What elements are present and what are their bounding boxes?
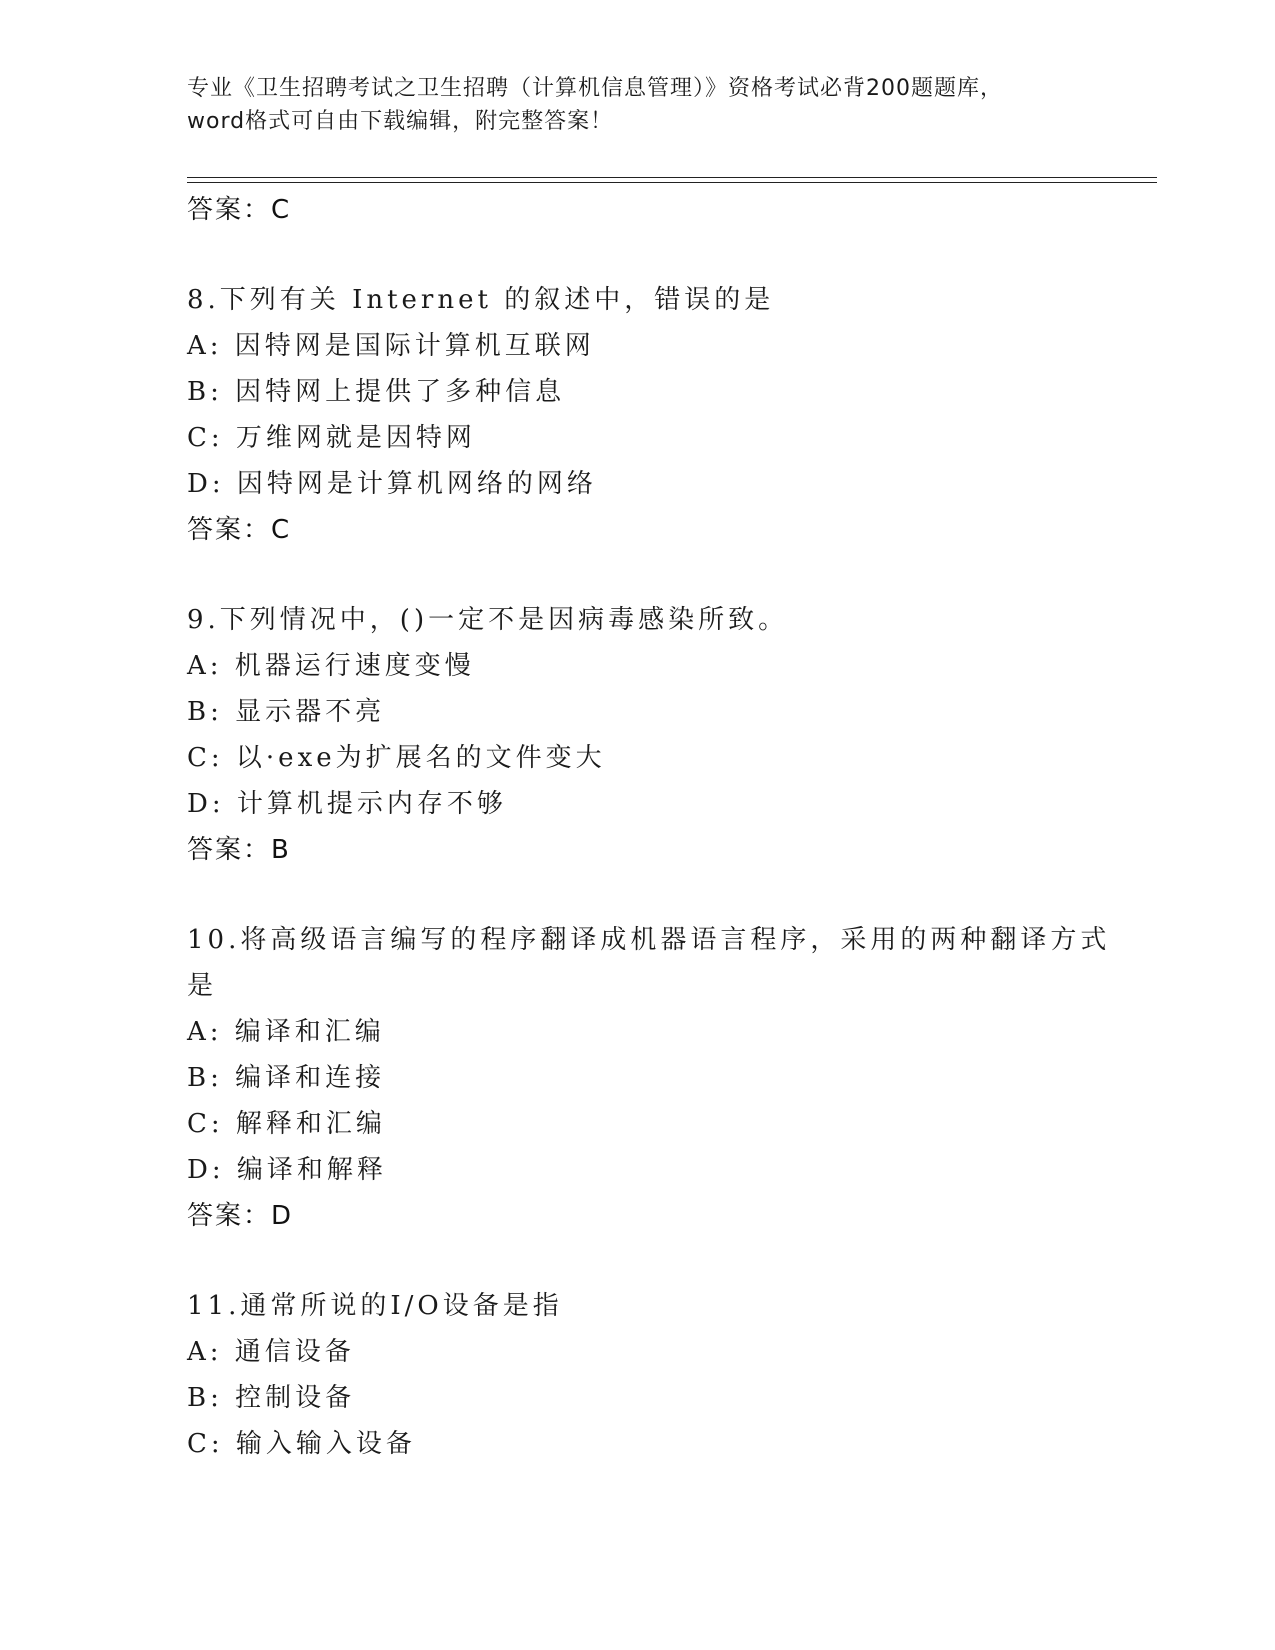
answer: 答案：D (187, 1201, 294, 1231)
answer-previous: 答案：C (187, 195, 292, 225)
question-10 (187, 917, 1111, 1239)
question-8 (187, 277, 1087, 553)
option-c: C: 解释和汇编 (187, 1109, 386, 1139)
header-title-line1: 专业《卫生招聘考试之卫生招聘（计算机信息管理）》资格考试必背200题题库， (187, 76, 1003, 101)
option-b: B: 因特网上提供了多种信息 (187, 377, 566, 407)
option-b: B: 控制设备 (187, 1383, 356, 1413)
spacer (187, 233, 1087, 277)
option-a: A: 机器运行速度变慢 (187, 651, 475, 681)
question-9 (187, 597, 1087, 873)
question-stem-line2: 是 (187, 971, 218, 1001)
spacer (187, 873, 1087, 917)
option-a: A: 编译和汇编 (187, 1017, 385, 1047)
question-11 (187, 1283, 1087, 1467)
question-stem-line1: 10.将高级语言编写的程序翻译成机器语言程序，采用的两种翻译方式 (187, 925, 1111, 955)
option-d: D: 计算机提示内存不够 (187, 789, 507, 819)
option-a: A: 因特网是国际计算机互联网 (187, 331, 595, 361)
question-stem: 9.下列情况中，()一定不是因病毒感染所致。 (187, 605, 789, 635)
option-b: B: 显示器不亮 (187, 697, 386, 727)
option-c: C: 万维网就是因特网 (187, 423, 476, 453)
spacer (187, 553, 1087, 597)
option-d: D: 编译和解释 (187, 1155, 387, 1185)
question-stem: 11.通常所说的I/O设备是指 (187, 1291, 563, 1321)
spacer (187, 1239, 1087, 1283)
question-stem: 8.下列有关 Internet 的叙述中，错误的是 (187, 285, 775, 315)
header-title-line2: word格式可自由下载编辑，附完整答案！ (187, 109, 614, 134)
header-divider-bottom (187, 182, 1157, 183)
document-header (187, 72, 1087, 138)
option-a: A: 通信设备 (187, 1337, 355, 1367)
option-c: C: 以·exe为扩展名的文件变大 (187, 743, 606, 773)
question-content (187, 187, 1111, 1467)
option-b: B: 编译和连接 (187, 1063, 386, 1093)
option-c: C: 输入输入设备 (187, 1429, 416, 1459)
answer: 答案：B (187, 835, 291, 865)
answer: 答案：C (187, 515, 292, 545)
header-divider-top (187, 177, 1157, 178)
option-d: D: 因特网是计算机网络的网络 (187, 469, 597, 499)
